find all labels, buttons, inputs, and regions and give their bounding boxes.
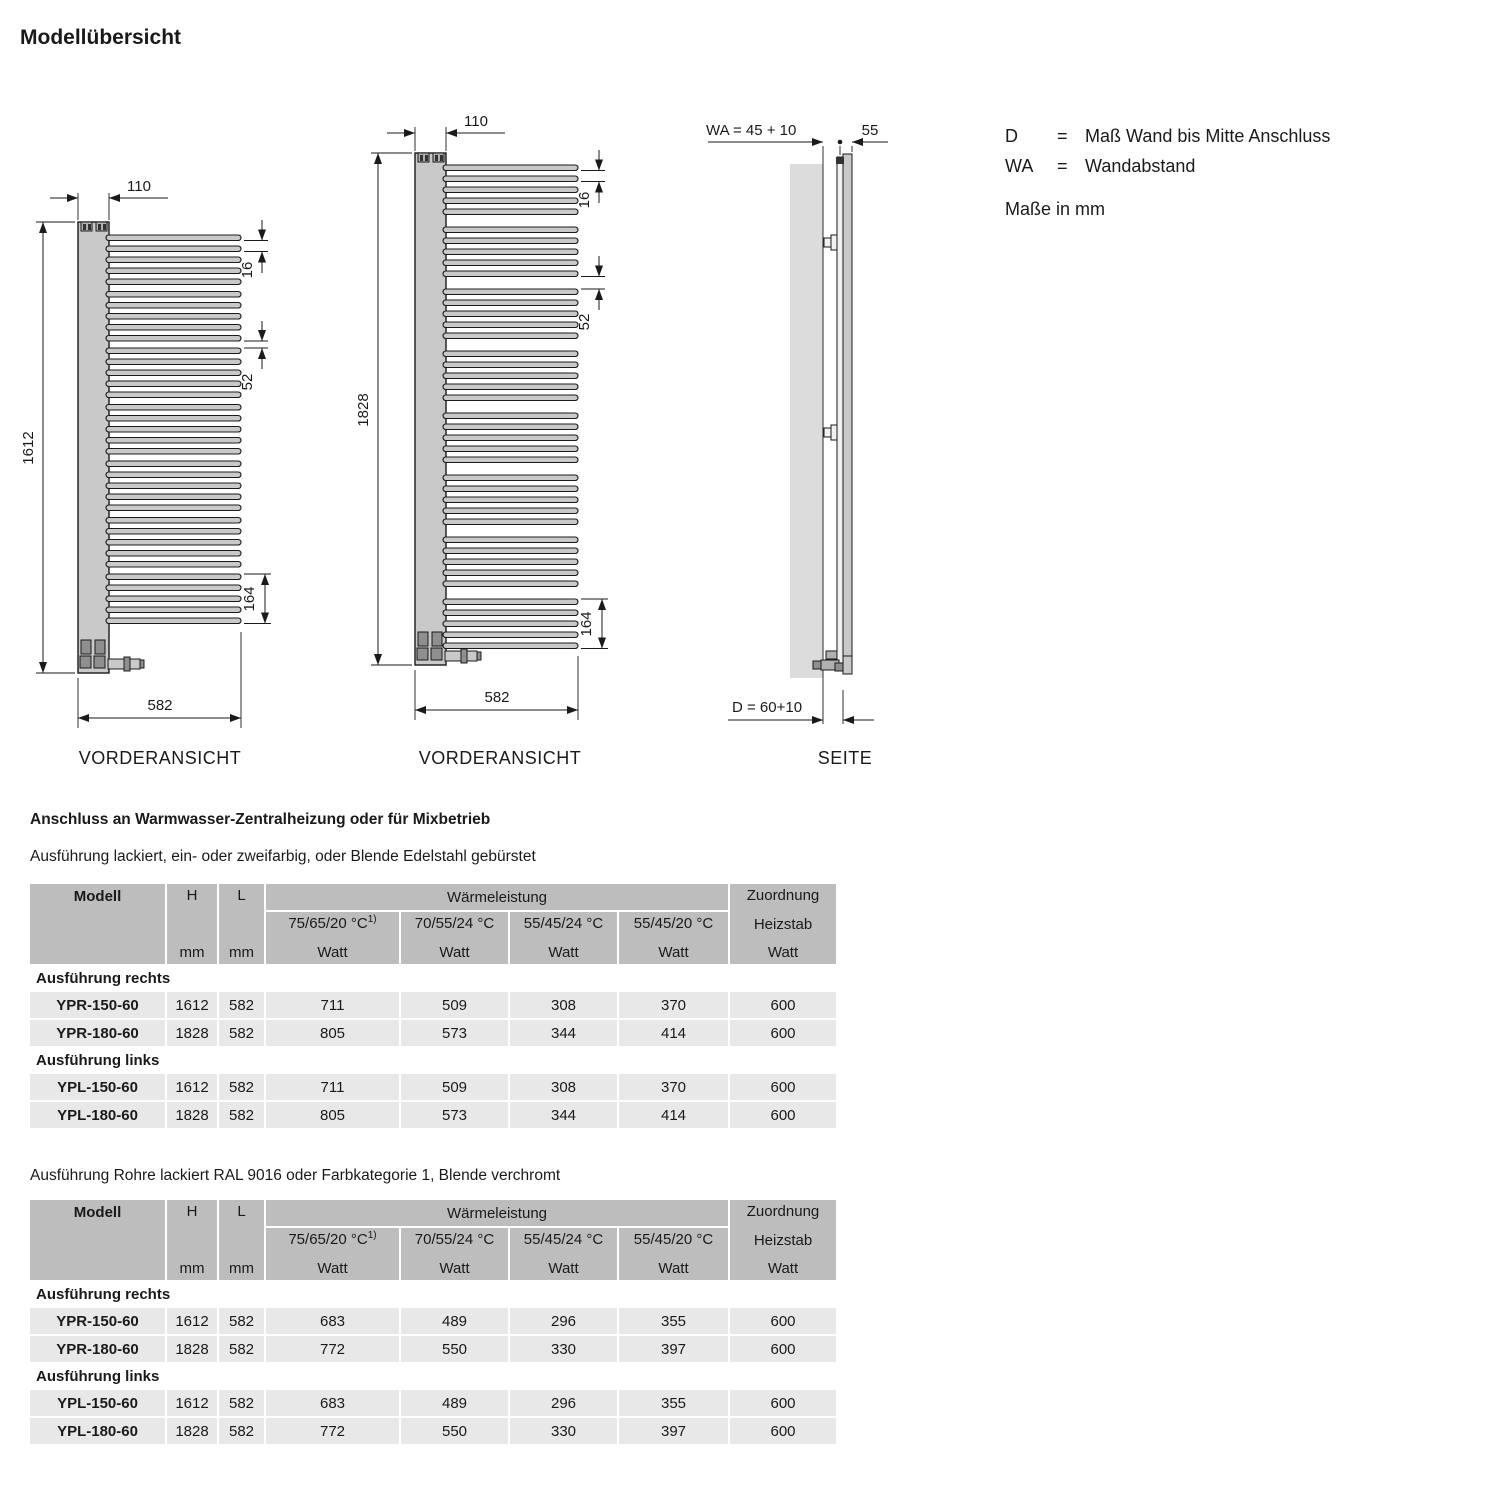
radiator-tube	[443, 559, 578, 565]
footnote-mark: 1)	[367, 914, 377, 925]
col-header-h: H mm	[167, 884, 217, 964]
table-header	[30, 884, 822, 964]
cell-heating-rod: 600	[730, 1336, 836, 1362]
svg-text:164: 164	[578, 611, 595, 637]
table-group-label: Ausführung rechts	[36, 969, 171, 987]
cell-heating-rod: 600	[730, 1102, 836, 1128]
svg-text:110: 110	[127, 178, 151, 195]
col-header-assignment: Zuordnung Heizstab Watt	[730, 884, 836, 964]
radiator-tube	[443, 187, 578, 193]
cell-model: YPR-180-60	[30, 1020, 165, 1046]
table2-intro: Ausführung Rohre lackiert RAL 9016 oder Farbkategorie 1, Blende verchromt	[30, 1167, 561, 1184]
cell-watt-0: 711	[266, 992, 399, 1018]
cell-l: 582	[219, 1102, 264, 1128]
table-row	[30, 1308, 822, 1334]
col-header-temp-1: 70/55/24 °C Watt	[401, 912, 508, 964]
radiator-tube	[443, 165, 578, 171]
cell-heating-rod: 600	[730, 992, 836, 1018]
svg-text:D = 60+10: D = 60+10	[732, 699, 803, 716]
radiator-tube	[106, 551, 241, 557]
table-row	[30, 1074, 822, 1100]
cell-model: YPL-180-60	[30, 1102, 165, 1128]
front-view-large-drawing	[355, 100, 675, 750]
cell-h: 1828	[167, 1102, 217, 1128]
radiator-tube	[106, 292, 241, 298]
radiator-tube	[106, 279, 241, 285]
section-heading: Anschluss an Warmwasser-Zentralheizung oder für Mixbetrieb	[30, 811, 491, 828]
cell-model: YPR-150-60	[30, 992, 165, 1018]
caption-side-view: SEITE	[817, 748, 873, 768]
col-header-temp-2: 55/45/24 °C Watt	[510, 1228, 617, 1280]
cell-watt-1: 489	[401, 1308, 508, 1334]
legend-abbr: D	[1005, 126, 1018, 146]
cell-watt-1: 573	[401, 1020, 508, 1046]
dimension-group-gap	[576, 256, 605, 330]
radiator-side-profile	[836, 154, 852, 674]
table-row	[30, 1418, 822, 1444]
radiator-tube	[443, 508, 578, 514]
cell-heating-rod: 600	[730, 1074, 836, 1100]
radiator-tube	[443, 413, 578, 419]
svg-text:1612: 1612	[20, 431, 37, 465]
svg-text:WA = 45 + 10: WA = 45 + 10	[706, 122, 797, 139]
cell-model: YPL-150-60	[30, 1390, 165, 1416]
radiator-collector-bar	[415, 153, 446, 665]
svg-text:164: 164	[241, 586, 258, 612]
radiator-tube	[106, 472, 241, 478]
radiator-tube	[443, 548, 578, 554]
radiator-tube	[443, 621, 578, 627]
radiator-tube	[106, 585, 241, 591]
radiator-tube	[106, 574, 241, 580]
cell-l: 582	[219, 1390, 264, 1416]
footnote-mark: 1)	[367, 1230, 377, 1241]
dimension-depth	[852, 122, 888, 152]
cell-watt-3: 397	[619, 1336, 728, 1362]
table-row	[30, 1020, 822, 1046]
radiator-tube	[443, 581, 578, 587]
svg-text:582: 582	[147, 697, 173, 714]
dimension-group-gap	[239, 321, 268, 390]
units-note: Maße in mm	[1005, 199, 1106, 219]
radiator-tubes	[106, 235, 241, 624]
radiator-tube	[106, 336, 241, 342]
dimension-connection-depth	[728, 690, 874, 724]
cell-h: 1828	[167, 1418, 217, 1444]
cell-h: 1612	[167, 1390, 217, 1416]
radiator-tube	[106, 268, 241, 274]
front-view-small-drawing	[20, 170, 340, 770]
cell-watt-2: 344	[510, 1102, 617, 1128]
table-group-label: Ausführung links	[36, 1051, 160, 1069]
cell-watt-1: 489	[401, 1390, 508, 1416]
cell-h: 1828	[167, 1020, 217, 1046]
dimension-top-width	[387, 113, 505, 151]
spec-table-painted	[30, 884, 822, 1128]
cell-l: 582	[219, 992, 264, 1018]
cell-watt-3: 370	[619, 992, 728, 1018]
radiator-collector-bar	[78, 222, 109, 673]
col-header-temp-1: 70/55/24 °C Watt	[401, 1228, 508, 1280]
radiator-tube	[106, 359, 241, 365]
col-header-model: Modell	[30, 1200, 165, 1280]
col-header-l: L mm	[219, 884, 264, 964]
radiator-tube	[106, 449, 241, 455]
cell-h: 1612	[167, 992, 217, 1018]
radiator-tube	[106, 540, 241, 546]
svg-text:1828: 1828	[355, 393, 372, 427]
radiator-tube	[106, 381, 241, 387]
cell-model: YPL-150-60	[30, 1074, 165, 1100]
radiator-tube	[443, 227, 578, 233]
col-header-temp-2: 55/45/24 °C Watt	[510, 912, 617, 964]
radiator-tube	[106, 596, 241, 602]
cell-watt-2: 296	[510, 1308, 617, 1334]
radiator-tube	[106, 246, 241, 252]
cell-watt-3: 414	[619, 1020, 728, 1046]
radiator-tube	[443, 599, 578, 605]
cell-watt-2: 330	[510, 1418, 617, 1444]
cell-watt-3: 355	[619, 1308, 728, 1334]
cell-watt-2: 344	[510, 1020, 617, 1046]
cell-h: 1612	[167, 1308, 217, 1334]
radiator-tubes	[443, 165, 578, 649]
radiator-tube	[443, 570, 578, 576]
radiator-tube	[443, 446, 578, 452]
cell-model: YPR-150-60	[30, 1308, 165, 1334]
cell-watt-1: 550	[401, 1336, 508, 1362]
cell-watt-1: 509	[401, 992, 508, 1018]
cell-watt-2: 330	[510, 1336, 617, 1362]
radiator-tube	[106, 416, 241, 422]
cell-l: 582	[219, 1074, 264, 1100]
radiator-tube	[106, 461, 241, 467]
cell-watt-0: 805	[266, 1102, 399, 1128]
valve-assembly-icon	[80, 640, 144, 671]
cell-l: 582	[219, 1418, 264, 1444]
radiator-tube	[443, 475, 578, 481]
radiator-tube	[106, 370, 241, 376]
radiator-tube	[106, 618, 241, 624]
dimension-tube-pitch	[239, 220, 268, 278]
table-row	[30, 1336, 822, 1362]
radiator-tube	[443, 457, 578, 463]
radiator-tube	[443, 351, 578, 357]
cell-h: 1828	[167, 1336, 217, 1362]
legend-text: Maß Wand bis Mitte Anschluss	[1085, 126, 1331, 146]
radiator-tube	[443, 333, 578, 339]
table-group-label: Ausführung rechts	[36, 1285, 171, 1303]
cell-watt-3: 397	[619, 1418, 728, 1444]
radiator-tube	[443, 176, 578, 182]
radiator-tube	[443, 271, 578, 277]
radiator-tube	[443, 249, 578, 255]
dimension-bottom-group	[578, 599, 608, 649]
radiator-tube	[443, 643, 578, 649]
radiator-tube	[443, 238, 578, 244]
legend-row	[1005, 156, 1330, 177]
radiator-tube	[443, 519, 578, 525]
svg-text:52: 52	[239, 373, 256, 391]
table-header	[30, 1200, 822, 1280]
radiator-tube	[443, 198, 578, 204]
spec-table-chromed	[30, 1200, 822, 1444]
col-header-temp-3: 55/45/20 °C Watt	[619, 912, 728, 964]
radiator-tube	[443, 497, 578, 503]
dimension-bottom-group	[241, 574, 271, 624]
legend	[1005, 126, 1330, 220]
cell-watt-0: 805	[266, 1020, 399, 1046]
caption-front-view-large: VORDERANSICHT	[418, 748, 582, 768]
col-header-temp-0: 75/65/20 $^\circ C^{1)}$ Watt	[266, 912, 399, 964]
radiator-tube	[106, 392, 241, 398]
radiator-tube	[443, 384, 578, 390]
radiator-tube	[106, 494, 241, 500]
table-row	[30, 992, 822, 1018]
cell-watt-1: 509	[401, 1074, 508, 1100]
col-header-heat-output: Wärmeleistung	[266, 884, 728, 910]
radiator-tube	[443, 395, 578, 401]
cell-l: 582	[219, 1336, 264, 1362]
col-header-h: H mm	[167, 1200, 217, 1280]
cell-model: YPL-180-60	[30, 1418, 165, 1444]
cell-watt-2: 308	[510, 992, 617, 1018]
cell-watt-2: 308	[510, 1074, 617, 1100]
table1-intro: Ausführung lackiert, ein- oder zweifarbig, oder Blende Edelstahl gebürstet	[30, 848, 536, 865]
radiator-tube	[443, 289, 578, 295]
cell-model: YPR-180-60	[30, 1336, 165, 1362]
table-group-label: Ausführung links	[36, 1367, 160, 1385]
dimension-wall-distance	[706, 122, 842, 155]
cell-h: 1612	[167, 1074, 217, 1100]
radiator-tube	[443, 537, 578, 543]
page-title: Modellübersicht	[20, 26, 182, 49]
cell-watt-0: 683	[266, 1390, 399, 1416]
svg-text:16: 16	[576, 191, 593, 209]
cell-watt-0: 772	[266, 1336, 399, 1362]
radiator-tube	[443, 362, 578, 368]
legend-equals: =	[1057, 126, 1068, 146]
cell-watt-3: 414	[619, 1102, 728, 1128]
col-header-heat-output: Wärmeleistung	[266, 1200, 728, 1226]
radiator-tube	[106, 427, 241, 433]
radiator-tube	[106, 314, 241, 320]
cell-watt-0: 683	[266, 1308, 399, 1334]
legend-equals: =	[1057, 156, 1068, 176]
side-view-drawing	[700, 100, 950, 750]
radiator-tube	[106, 483, 241, 489]
col-header-temp-0: 75/65/20 $^\circ C^{1)}$ Watt	[266, 1228, 399, 1280]
radiator-tube	[443, 435, 578, 441]
wall-bracket-icon	[824, 425, 837, 440]
radiator-tube	[443, 322, 578, 328]
radiator-tube	[443, 373, 578, 379]
cell-watt-0: 772	[266, 1418, 399, 1444]
svg-text:110: 110	[464, 113, 488, 130]
table-row	[30, 1390, 822, 1416]
cell-watt-3: 355	[619, 1390, 728, 1416]
col-header-l: L mm	[219, 1200, 264, 1280]
radiator-tube	[443, 260, 578, 266]
svg-text:582: 582	[484, 689, 510, 706]
col-header-temp-3: 55/45/20 °C Watt	[619, 1228, 728, 1280]
cell-watt-0: 711	[266, 1074, 399, 1100]
radiator-tube	[106, 438, 241, 444]
radiator-tube	[106, 562, 241, 568]
cell-l: 582	[219, 1308, 264, 1334]
radiator-tube	[106, 505, 241, 511]
cell-watt-3: 370	[619, 1074, 728, 1100]
radiator-tube	[106, 257, 241, 263]
radiator-tube	[106, 303, 241, 309]
svg-text:52: 52	[576, 313, 593, 331]
cell-heating-rod: 600	[730, 1020, 836, 1046]
cell-watt-1: 550	[401, 1418, 508, 1444]
table-row	[30, 1102, 822, 1128]
radiator-tube	[106, 348, 241, 354]
wall	[790, 164, 823, 678]
radiator-tube	[443, 424, 578, 430]
dimension-height	[20, 222, 75, 673]
dimension-tube-pitch	[576, 150, 605, 208]
legend-text: Wandabstand	[1085, 156, 1196, 176]
cell-heating-rod: 600	[730, 1418, 836, 1444]
radiator-tube	[443, 300, 578, 306]
dimension-top-width	[50, 178, 168, 220]
svg-text:55: 55	[861, 122, 879, 139]
radiator-tube	[106, 518, 241, 524]
legend-abbr: WA	[1005, 156, 1034, 176]
col-header-model: Modell	[30, 884, 165, 964]
caption-front-view-small: VORDERANSICHT	[78, 748, 242, 768]
dimension-height	[355, 153, 412, 665]
legend-row	[1005, 126, 1330, 147]
cell-heating-rod: 600	[730, 1308, 836, 1334]
radiator-tube	[106, 607, 241, 613]
radiator-tube	[443, 311, 578, 317]
radiator-tube	[106, 529, 241, 535]
col-header-assignment: Zuordnung Heizstab Watt	[730, 1200, 836, 1280]
radiator-tube	[106, 235, 241, 241]
radiator-tube	[106, 325, 241, 331]
cell-watt-2: 296	[510, 1390, 617, 1416]
radiator-tube	[106, 405, 241, 411]
radiator-tube	[443, 632, 578, 638]
svg-text:16: 16	[239, 261, 256, 279]
radiator-tube	[443, 209, 578, 215]
radiator-tube	[443, 610, 578, 616]
cell-heating-rod: 600	[730, 1390, 836, 1416]
wall-bracket-icon	[824, 235, 837, 250]
cell-watt-1: 573	[401, 1102, 508, 1128]
radiator-tube	[443, 486, 578, 492]
cell-l: 582	[219, 1020, 264, 1046]
